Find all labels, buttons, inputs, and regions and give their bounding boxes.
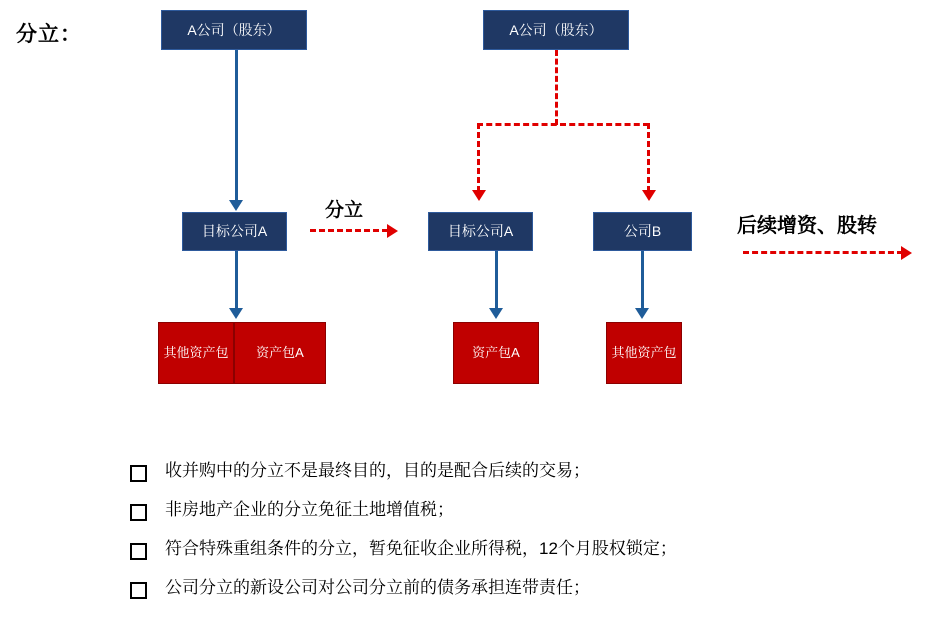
arrow-right-branch-right-head	[642, 190, 656, 201]
square-bullet-icon	[130, 543, 147, 560]
node-left-other-assets[interactable]: 其他资产包	[158, 322, 234, 384]
arrow-follow-up-line	[743, 251, 903, 254]
node-left-shareholder[interactable]: A公司（股东）	[161, 10, 307, 50]
arrow-right-companyb-to-assets-line	[641, 251, 644, 311]
arrow-left-shareholder-to-target-head	[229, 200, 243, 211]
node-right-other-assets[interactable]: 其他资产包	[606, 322, 682, 384]
list-item	[130, 538, 930, 561]
note-text: 非房地产企业的分立免征土地增值税；	[165, 499, 454, 519]
label-follow-up: 后续增资、股转	[737, 215, 877, 237]
node-right-company-b[interactable]: 公司B	[593, 212, 692, 251]
arrow-left-target-to-assets-line	[235, 251, 238, 311]
arrow-left-shareholder-to-target-line	[235, 50, 238, 203]
note-text: 收并购中的分立不是最终目的，目的是配合后续的交易；	[165, 461, 590, 480]
node-right-asset-package-a[interactable]: 资产包A	[453, 322, 539, 384]
square-bullet-icon	[130, 504, 147, 521]
notes-list	[130, 460, 930, 616]
square-bullet-icon	[130, 582, 147, 599]
arrow-left-target-to-assets-head	[229, 308, 243, 319]
arrow-right-target-to-assets-line	[495, 251, 498, 311]
arrow-follow-up-head	[901, 246, 912, 260]
node-left-asset-package-a[interactable]: 资产包A	[234, 322, 326, 384]
arrow-right-companyb-to-assets-head	[635, 308, 649, 319]
list-item	[130, 460, 930, 483]
list-item	[130, 577, 930, 600]
arrow-right-target-to-assets-head	[489, 308, 503, 319]
page-title: 分立：	[16, 23, 82, 46]
arrow-split-dashed-head	[387, 224, 398, 238]
note-text: 公司分立的新设公司对公司分立前的债务承担连带责任；	[165, 577, 590, 597]
label-split: 分立	[325, 200, 364, 221]
arrow-split-dashed-line	[310, 229, 388, 232]
arrow-right-shareholder-stem	[555, 50, 558, 125]
arrow-right-branch-right-line	[647, 123, 650, 192]
list-item	[130, 499, 930, 522]
node-right-shareholder[interactable]: A公司（股东）	[483, 10, 629, 50]
arrow-right-branch-left-line	[477, 123, 480, 192]
arrow-right-shareholder-bar	[477, 123, 649, 126]
node-right-target-company[interactable]: 目标公司A	[428, 212, 533, 251]
square-bullet-icon	[130, 465, 147, 482]
node-left-target-company[interactable]: 目标公司A	[182, 212, 287, 251]
arrow-right-branch-left-head	[472, 190, 486, 201]
note-text: 符合特殊重组条件的分立，暂免征收企业所得税，12个月股权锁定；	[165, 538, 677, 558]
